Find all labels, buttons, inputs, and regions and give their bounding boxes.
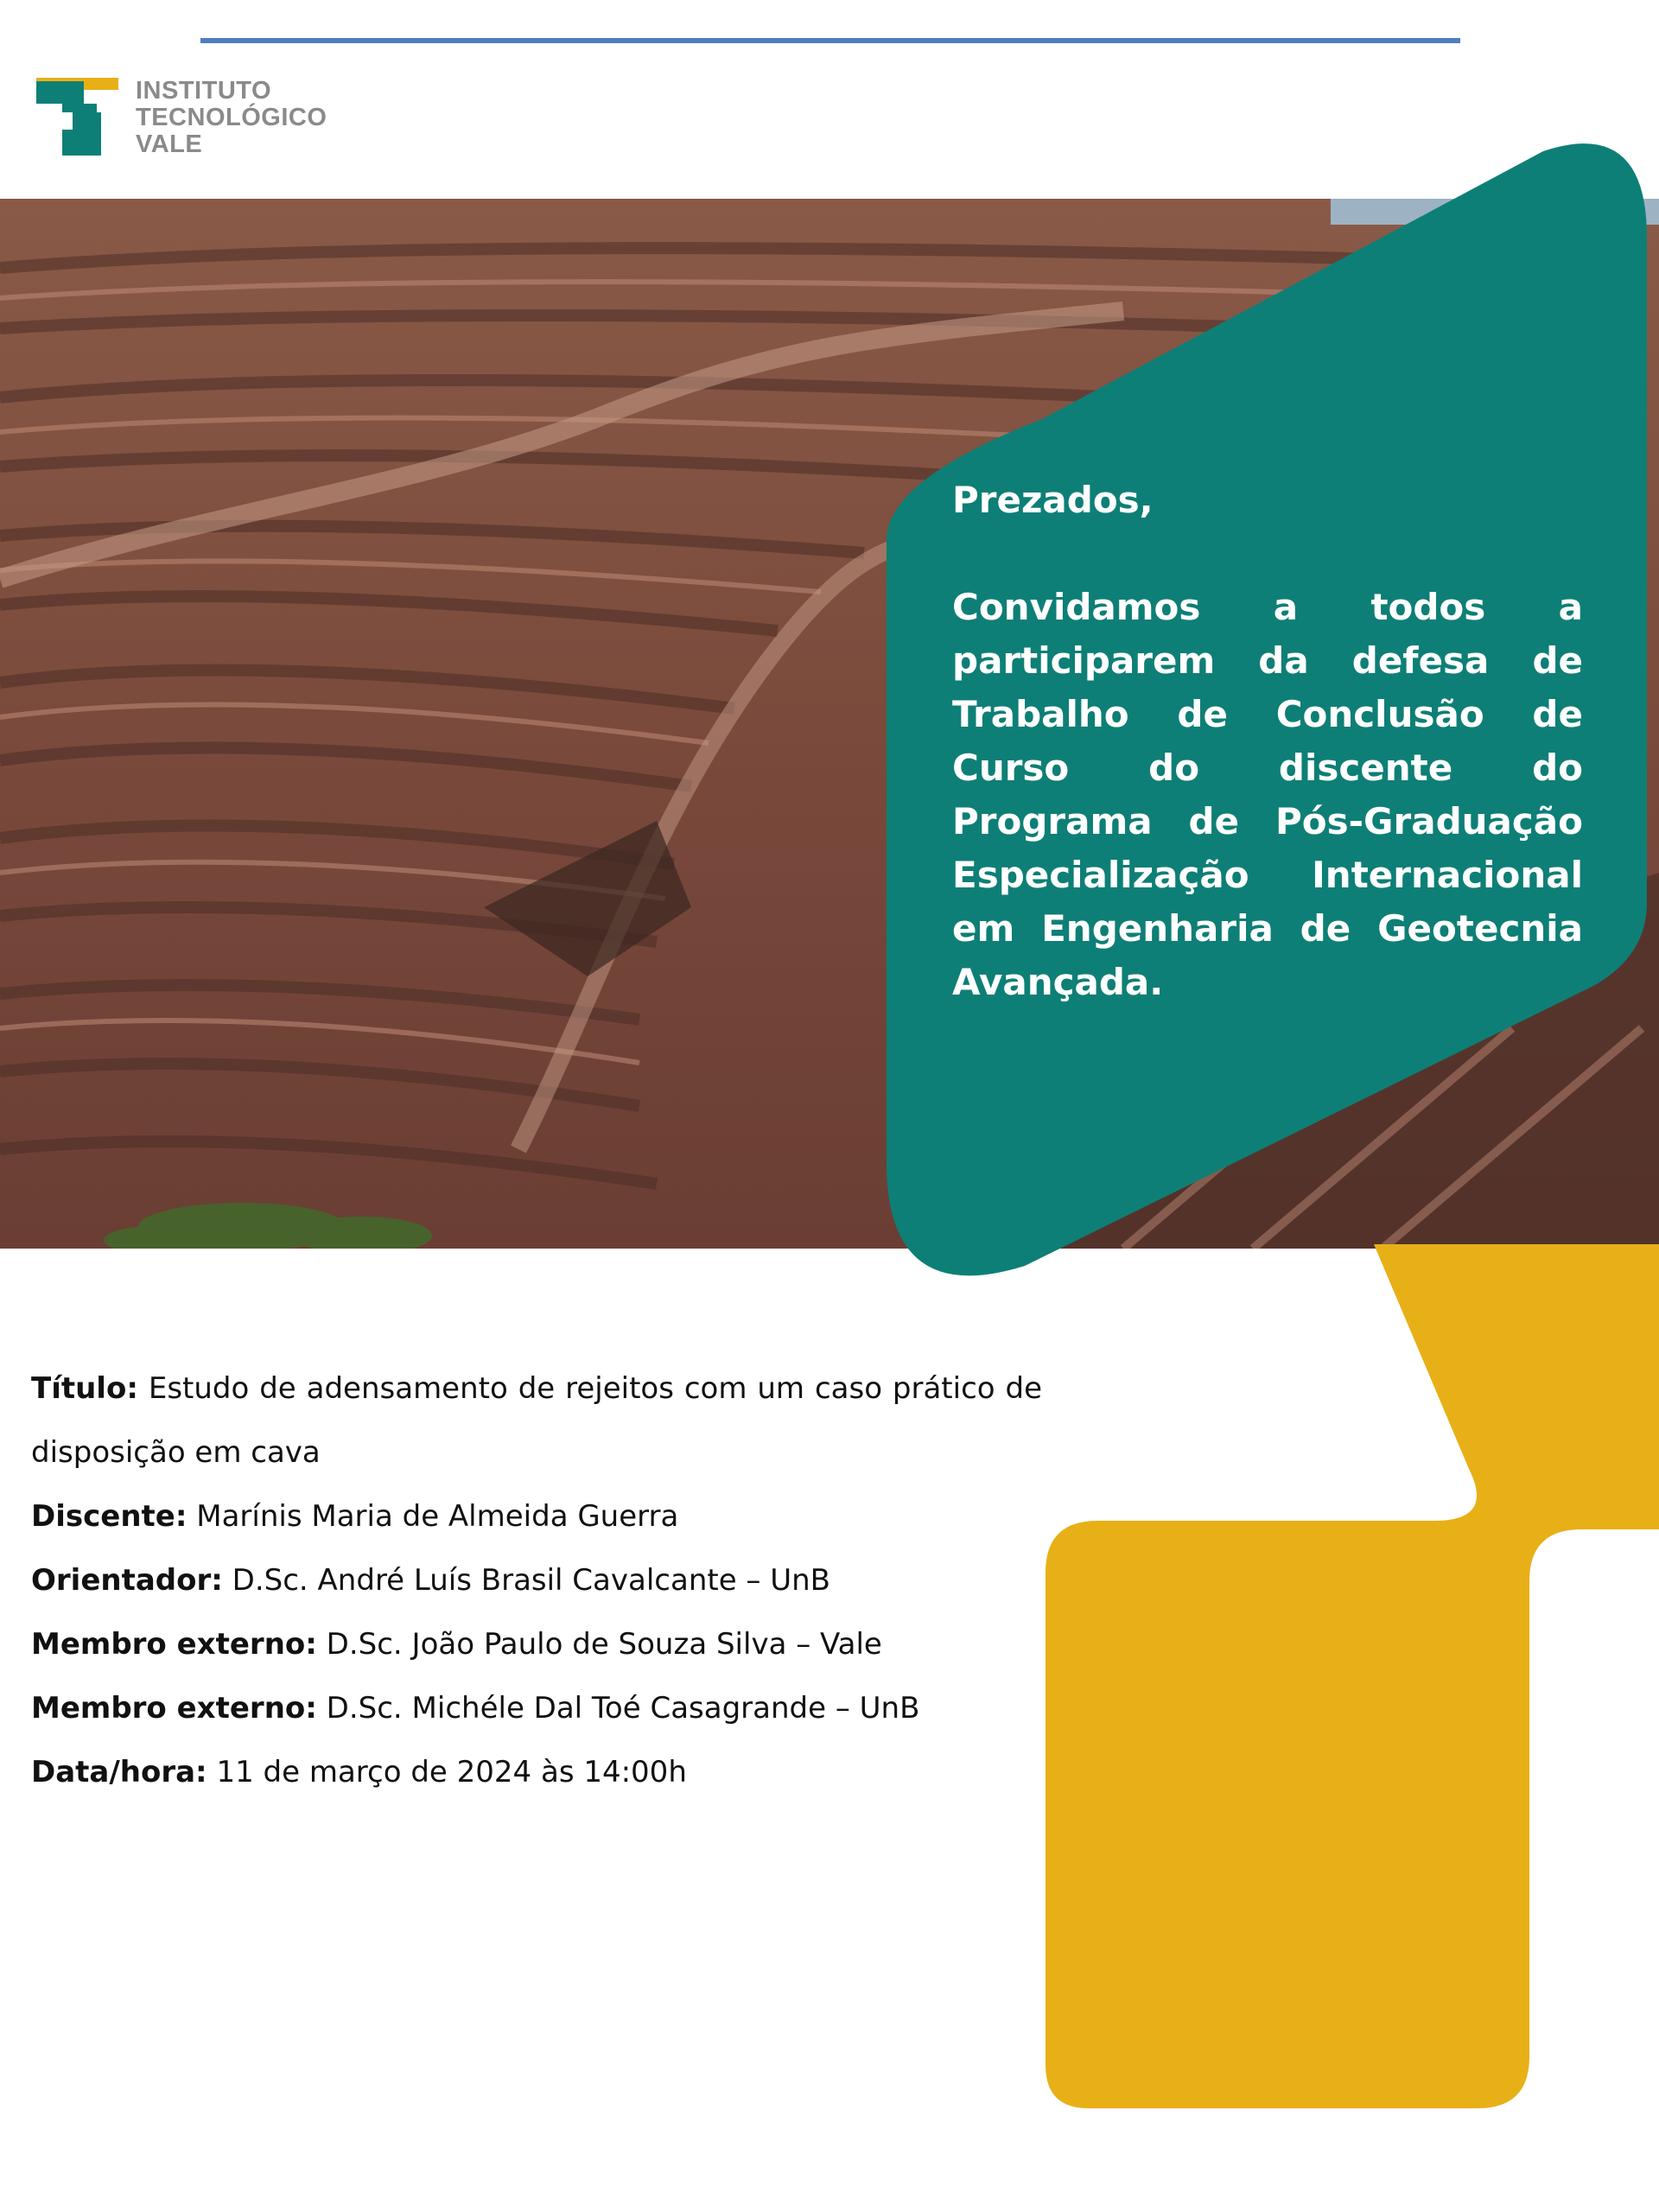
gold-accent-shape <box>1028 1244 1659 2117</box>
detail-orientador <box>31 1548 1042 1612</box>
data-label: Data/hora: <box>31 1755 207 1789</box>
orientador-value: D.Sc. André Luís Brasil Cavalcante – UnB <box>232 1563 830 1598</box>
detail-titulo <box>31 1357 1042 1484</box>
orientador-label: Orientador: <box>31 1563 223 1598</box>
detail-data-hora <box>31 1740 1042 1804</box>
greeting: Prezados, <box>952 479 1154 521</box>
logo-line-2: TECNOLÓGICO <box>136 104 327 131</box>
discente-value: Marínis Maria de Almeida Guerra <box>196 1499 679 1534</box>
detail-discente <box>31 1484 1042 1548</box>
top-rule <box>200 38 1460 43</box>
membro2-label: Membro externo: <box>31 1691 317 1726</box>
membro1-label: Membro externo: <box>31 1627 317 1662</box>
titulo-value: Estudo de adensamento de rejeitos com um caso prático de disposição em cava <box>31 1371 1042 1470</box>
detail-membro-externo-2 <box>31 1676 1042 1740</box>
invitation-body: Convidamos a todos a participarem da defesa de Trabalho de Conclusão de Curso do discente do Programa de Pós-Graduação Especialização Internacional em Engenharia de Geotecnia Avançada. <box>952 586 1583 1003</box>
institute-logo <box>36 78 347 164</box>
logo-line-3: VALE <box>136 130 203 158</box>
membro2-value: D.Sc. Michéle Dal Toé Casagrande – UnB <box>326 1691 920 1726</box>
gold-shape-graphic <box>1028 1244 1659 2117</box>
itv-logo-icon <box>36 78 123 156</box>
invitation-text <box>952 474 1583 1009</box>
discente-label: Discente: <box>31 1499 188 1534</box>
membro1-value: D.Sc. João Paulo de Souza Silva – Vale <box>326 1627 882 1662</box>
logo-line-1: INSTITUTO <box>136 77 272 105</box>
titulo-label: Título: <box>31 1371 138 1406</box>
detail-membro-externo-1 <box>31 1612 1042 1676</box>
data-value: 11 de março de 2024 às 14:00h <box>216 1755 687 1789</box>
logo-wordmark <box>136 78 327 158</box>
defense-details <box>31 1357 1042 1804</box>
